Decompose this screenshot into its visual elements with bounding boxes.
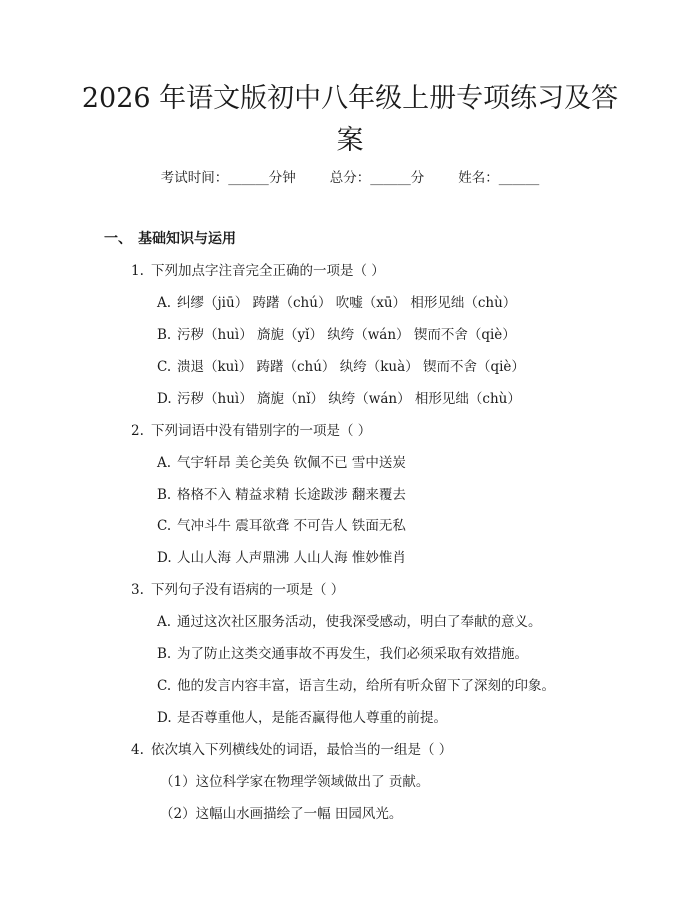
question-number: 3.: [131, 582, 144, 598]
question-number: 4.: [131, 742, 144, 758]
option-letter: B.: [157, 327, 172, 343]
option-text: 格格不入 精益求精 长途跋涉 翻来覆去: [177, 487, 406, 503]
question-3-option-b: [157, 644, 528, 664]
option-letter: A.: [157, 614, 172, 630]
title-line-2: 案: [336, 125, 364, 156]
question-4-subitem-2: （2）这幅山水画描绘了一幅 田园风光。: [160, 806, 403, 822]
option-letter: B.: [157, 487, 172, 503]
question-2-option-a: [157, 453, 406, 473]
student-name: 姓名：______: [458, 170, 540, 186]
question-text: 依次填入下列横线处的词语，最恰当的一组是（ ）: [151, 742, 453, 758]
exam-total-score: 总分：______分: [329, 170, 425, 186]
question-3-option-d: [157, 708, 447, 728]
question-3-option-a: [157, 612, 542, 632]
question-1-option-d: [157, 389, 521, 409]
option-text: 污秽（huì） 旖旎（yǐ） 纨绔（wán） 锲而不舍（qiè）: [177, 327, 516, 343]
question-2-option-d: [157, 548, 406, 568]
question-number: 2.: [131, 423, 144, 439]
option-text: 气宇轩昂 美仑美奂 钦佩不已 雪中送炭: [177, 455, 406, 471]
option-letter: C.: [157, 359, 172, 375]
question-3-option-c: [157, 676, 555, 696]
option-text: 通过这次社区服务活动，使我深受感动，明白了奉献的意义。: [177, 614, 542, 630]
option-text: 纠缪（jiū） 踌躇（chú） 吹嘘（xū） 相形见绌（chù）: [177, 295, 517, 311]
question-text: 下列加点字注音完全正确的一项是（ ）: [151, 263, 385, 279]
exam-meta: [0, 168, 700, 188]
question-4-subitem-1: （1）这位科学家在物理学领域做出了 贡献。: [160, 774, 430, 790]
question-1-option-b: [157, 325, 516, 345]
exam-time: 考试时间：______分钟: [160, 170, 296, 186]
option-text: 污秽（huì） 旖旎（nǐ） 纨绔（wán） 相形见绌（chù）: [177, 391, 521, 407]
option-text: 人山人海 人声鼎沸 人山人海 惟妙惟肖: [177, 550, 406, 566]
question-3: [131, 580, 344, 600]
question-2-option-b: [157, 485, 406, 505]
question-text: 下列词语中没有错别字的一项是（ ）: [151, 423, 372, 439]
option-text: 气冲斗牛 震耳欲聋 不可告人 铁面无私: [177, 518, 406, 534]
option-letter: C.: [157, 678, 172, 694]
question-1: [131, 261, 385, 281]
option-text: 溃退（kuì） 踌躇（chú） 纨绔（kuà） 锲而不舍（qiè）: [177, 359, 525, 375]
question-2-option-c: [157, 516, 406, 536]
option-text: 是否尊重他人，是能否赢得他人尊重的前提。: [177, 710, 447, 726]
question-1-option-a: [157, 293, 516, 313]
option-letter: D.: [157, 550, 172, 566]
option-letter: C.: [157, 518, 172, 534]
document-title: [80, 78, 620, 162]
option-letter: A.: [157, 295, 172, 311]
question-number: 1.: [131, 263, 144, 279]
option-letter: A.: [157, 455, 172, 471]
option-letter: D.: [157, 710, 172, 726]
question-2: [131, 421, 371, 441]
section-number: 一、: [104, 231, 132, 247]
section-title: 基础知识与运用: [138, 231, 236, 247]
question-1-option-c: [157, 357, 525, 377]
title-line-1: 2026 年语文版初中八年级上册专项练习及答: [81, 83, 619, 114]
option-letter: B.: [157, 646, 172, 662]
option-text: 他的发言内容丰富，语言生动，给所有听众留下了深刻的印象。: [177, 678, 555, 694]
question-4: [131, 740, 452, 760]
option-text: 为了防止这类交通事故不再发生，我们必须采取有效措施。: [177, 646, 528, 662]
section-heading: [104, 229, 236, 249]
option-letter: D.: [157, 391, 172, 407]
question-text: 下列句子没有语病的一项是（ ）: [151, 582, 345, 598]
